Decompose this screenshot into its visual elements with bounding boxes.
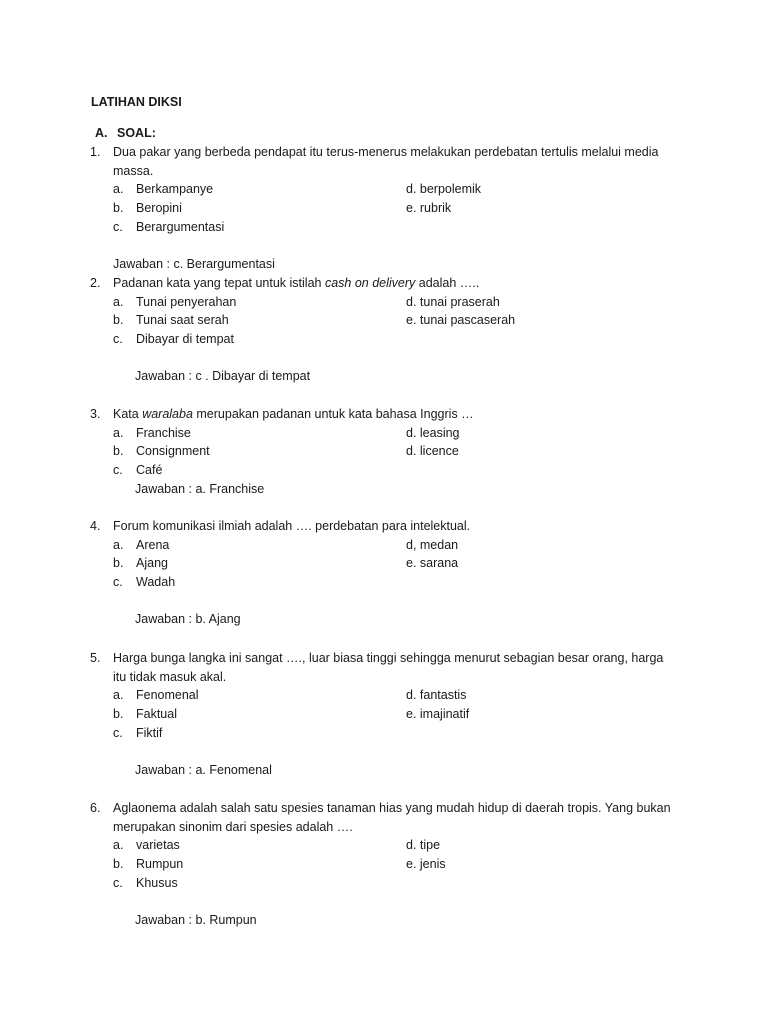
option-b: b. Rumpun — [113, 857, 184, 872]
question-5 — [90, 649, 690, 780]
question-4 — [90, 517, 690, 629]
option-c: c. Berargumentasi — [113, 219, 225, 234]
question-number: 3. — [90, 407, 101, 421]
option-a: a. Franchise — [113, 425, 191, 440]
option-list — [113, 836, 690, 892]
question-text: Forum komunikasi ilmiah adalah …. perdebatan para intelektual. — [113, 519, 471, 533]
option-list — [113, 424, 690, 480]
option-c: c. Khusus — [113, 875, 178, 890]
section-letter: A. — [95, 126, 108, 140]
document-title: LATIHAN DIKSI — [91, 95, 182, 109]
option-b: b. Tunai saat serah — [113, 313, 229, 328]
option-a: a. varietas — [113, 838, 180, 853]
question-text-line: Harga bunga langka ini sangat …., luar biasa tinggi sehingga menurut sebagian besar orang, harga — [113, 651, 664, 665]
option-c: c. Café — [113, 463, 163, 478]
option-a: a. Fenomenal — [113, 688, 199, 703]
option-b: b. Consignment — [113, 444, 210, 459]
answer-text: Jawaban : b. Ajang — [135, 612, 241, 627]
answer-text: Jawaban : a. Franchise — [135, 481, 265, 496]
option-d: d. leasing — [406, 425, 460, 440]
answer-text: Jawaban : c. Berargumentasi — [113, 257, 275, 272]
option-e: e. jenis — [406, 857, 446, 872]
option-c: c. Wadah — [113, 575, 176, 590]
option-list — [113, 536, 690, 592]
question-3 — [90, 405, 690, 498]
option-list — [113, 180, 690, 236]
question-text: Padanan kata yang tepat untuk istilah cash on delivery adalah ….. — [113, 276, 480, 290]
question-number: 1. — [90, 145, 101, 159]
section-label: SOAL: — [117, 126, 156, 140]
question-number: 5. — [90, 651, 101, 665]
option-d-2: d. licence — [406, 444, 459, 459]
option-a: a. Arena — [113, 537, 170, 552]
question-6 — [90, 799, 690, 930]
answer-text: Jawaban : b. Rumpun — [135, 913, 257, 928]
option-e: e. imajinatif — [406, 707, 470, 722]
question-1 — [90, 143, 690, 274]
option-b: b. Ajang — [113, 556, 168, 571]
answer-text: Jawaban : c . Dibayar di tempat — [135, 369, 311, 384]
question-text-line: massa. — [113, 163, 154, 178]
option-b: b. Beropini — [113, 201, 182, 216]
question-text-line: Dua pakar yang berbeda pendapat itu terus-menerus melakukan perdebatan tertulis melalui media — [113, 145, 659, 159]
option-d: d. tunai praserah — [406, 294, 500, 309]
option-d: d. berpolemik — [406, 182, 482, 197]
option-b: b. Faktual — [113, 707, 177, 722]
option-a: a. Tunai penyerahan — [113, 294, 237, 309]
question-text: Kata waralaba merupakan padanan untuk kata bahasa Inggris … — [113, 407, 474, 421]
option-a: a. Berkampanye — [113, 182, 214, 197]
question-text-line: Aglaonema adalah salah satu spesies tanaman hias yang mudah hidup di daerah tropis. Yang bukan — [113, 801, 671, 815]
option-d: d, medan — [406, 537, 459, 552]
option-d: d. tipe — [406, 838, 441, 853]
option-e: e. tunai pascaserah — [406, 313, 516, 328]
question-text-line: itu tidak masuk akal. — [113, 669, 227, 684]
question-text-line: merupakan sinonim dari spesies adalah …. — [113, 819, 353, 834]
option-list — [113, 686, 690, 742]
answer-text: Jawaban : a. Fenomenal — [135, 763, 272, 778]
option-list — [113, 293, 690, 349]
option-e: e. rubrik — [406, 201, 452, 216]
option-c: c. Dibayar di tempat — [113, 332, 234, 347]
option-e: e. sarana — [406, 556, 459, 571]
question-number: 2. — [90, 276, 101, 290]
option-c: c. Fiktif — [113, 725, 163, 740]
section-heading — [95, 124, 156, 143]
question-number: 6. — [90, 801, 101, 815]
question-2 — [90, 274, 690, 386]
option-d: d. fantastis — [406, 688, 467, 703]
question-number: 4. — [90, 519, 101, 533]
